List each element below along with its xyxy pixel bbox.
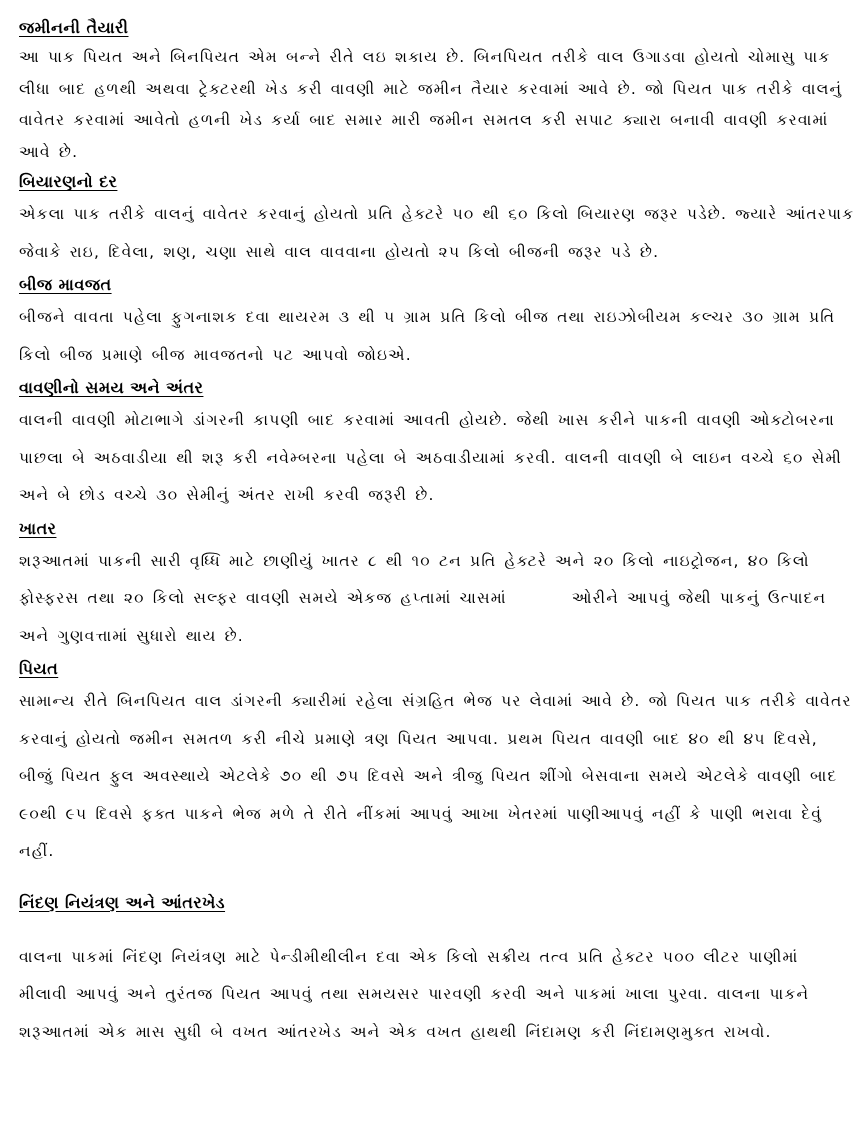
paragraph-irrigation: સામાન્ય રીતે બિનપિયત વાલ ડાંગરની ક્યારીમાં રહેલા સંગ્રહિત ભેજ પર લેવામાં આવે છે. જો પિયત પાક તરીકે વાવેતર કરવાનું હોયતો જમીન સમતળ કરી નીચે પ્રમાણે ત્રણ પિયત આપવા. પ્રથમ પિયત વાવણી બાદ ૪૦ થી ૪૫ દિવસે, બીજું પિયત ફુલ અવસ્થાયે એટલેકે ૭૦ થી ૭૫ દિવસે અને ત્રીજુ પિયત શીંગો બેસવાના સમયે એટલેકે વાવણી બાદ ૯૦થી ૯૫ દિવસે ફક્ત પાકને ભેજ મળે તે રીતે નીંકમાં આપવું આખા ખેતરમાં પાણીઆપવું નહીં કે પાણી ભરાવા દેવું નહીં. bbox=[19, 692, 852, 860]
paragraph-land-preparation: આ પાક પિયત અને બિનપિયત એમ બન્ને રીતે લઇ શકાય છે. બિનપિયત તરીકે વાલ ઉગાડવા હોયતો ચોમાસુ પાક લીધા બાદ હળથી અથવા ટ્રેક્ટરથી ખેડ કરી વાવણી માટે જમીન તૈયાર કરવામાં આવે છે. જો પિયત પાક તરીકે વાલનું વાવેતર કરવામાં આવેતો હળની ખેડ કર્યા બાદ સમાર મારી જમીન સમતલ કરી સપાટ ક્યારા બનાવી વાવણી કરવામાં આવે છે. bbox=[19, 48, 843, 161]
section-irrigation bbox=[19, 655, 855, 871]
heading-land-preparation: જમીનની તૈયારી bbox=[19, 18, 129, 37]
heading-weed-control: નિંદણ નિયંત્રણ અને આંતરખેડ bbox=[19, 892, 226, 912]
heading-irrigation: પિયત bbox=[19, 659, 59, 678]
section-spacer bbox=[19, 871, 855, 889]
paragraph-seed-treatment: બીજને વાવતા પહેલા ફુગનાશક દવા થાયરમ ૩ થી ૫ ગ્રામ પ્રતિ કિલો બીજ તથા રાઇઝોબીયમ કલ્ચર ૩૦ ગ્રામ પ્રતિ કિલો બીજ પ્રમાણે બીજ માવજતનો પટ આપવો જોઇએ. bbox=[19, 308, 836, 364]
paragraph-seed-rate: એકલા પાક તરીકે વાલનું વાવેતર કરવાનું હોયતો પ્રતિ હેક્ટરે ૫૦ થી ૬૦ કિલો બિયારણ જરૂર પડેછે. જ્યારે આંતરપાક જેવાકે રાઇ, દિવેલા, શણ, ચણા સાથે વાલ વાવવાના હોયતો ૨૫ કિલો બીજની જરૂર પડે છે. bbox=[19, 205, 855, 261]
section-seed-rate bbox=[19, 168, 855, 271]
document-body bbox=[19, 14, 855, 1051]
heading-seed-treatment: બીજ માવજત bbox=[19, 275, 112, 294]
paragraph-weed-control: વાલના પાકમાં નિંદણ નિયંત્રણ માટે પેન્ડીમીથીલીન દવા એક કિલો સક્રીય તત્વ પ્રતિ હેક્ટર ૫૦૦ લીટર પાણીમાં મીલાવી આપવું અને તુરંતજ પિયત આપવું તથા સમયસર પારવણી કરવી અને પાકમાં ખાલા પુરવા. વાલના પાકને શરૂઆતમાં એક માસ સુધી બે વખત આંતરખેડ અને એક વખત હાથથી નિંદામણ કરી નિંદામણમુક્ત રાખવો. bbox=[19, 947, 810, 1041]
heading-seed-rate: બિયારણનો દર bbox=[19, 172, 118, 191]
section-seed-treatment bbox=[19, 271, 855, 374]
paragraph-fertilizer: શરૂઆતમાં પાકની સારી વૃધ્ધિ માટે છાણીયું ખાતર ૮ થી ૧૦ ટન પ્રતિ હેક્ટરે અને ૨૦ કિલો નાઇટ્રોજન, ૪૦ કિલો ફોસ્ફરસ તથા ૨૦ કિલો સલ્ફર વાવણી સમયે એકજ હપ્તામાં ચાસમાં ઓરીને આપવું જેથી પાકનું ઉત્પાદન અને ગુણવત્તામાં સુધારો થાય છે. bbox=[19, 551, 835, 645]
heading-fertilizer: ખાતર bbox=[19, 518, 57, 538]
paragraph-sowing-time-spacing: વાલની વાવણી મોટાભાગે ડાંગરની કાપણી બાદ કરવામાં આવતી હોયછે. જેથી ખાસ કરીને પાકની વાવણી ઓક્ટોબરના પાછલા બે અઠવાડીયા થી શરૂ કરી નવેમ્બરના પહેલા બે અઠવાડીયામાં કરવી. વાલની વાવણી બે લાઇન વચ્ચે ૬૦ સેમી અને બે છોડ વચ્ચે ૩૦ સેમીનું અંતર રાખી કરવી જરૂરી છે. bbox=[19, 411, 843, 504]
section-fertilizer bbox=[19, 515, 855, 656]
section-weed-control bbox=[19, 889, 855, 1052]
heading-sowing-time-spacing: વાવણીનો સમય અને અંતર bbox=[19, 378, 204, 397]
section-sowing-time-spacing bbox=[19, 374, 855, 515]
section-land-preparation bbox=[19, 14, 855, 168]
heading-spacer bbox=[19, 917, 855, 939]
